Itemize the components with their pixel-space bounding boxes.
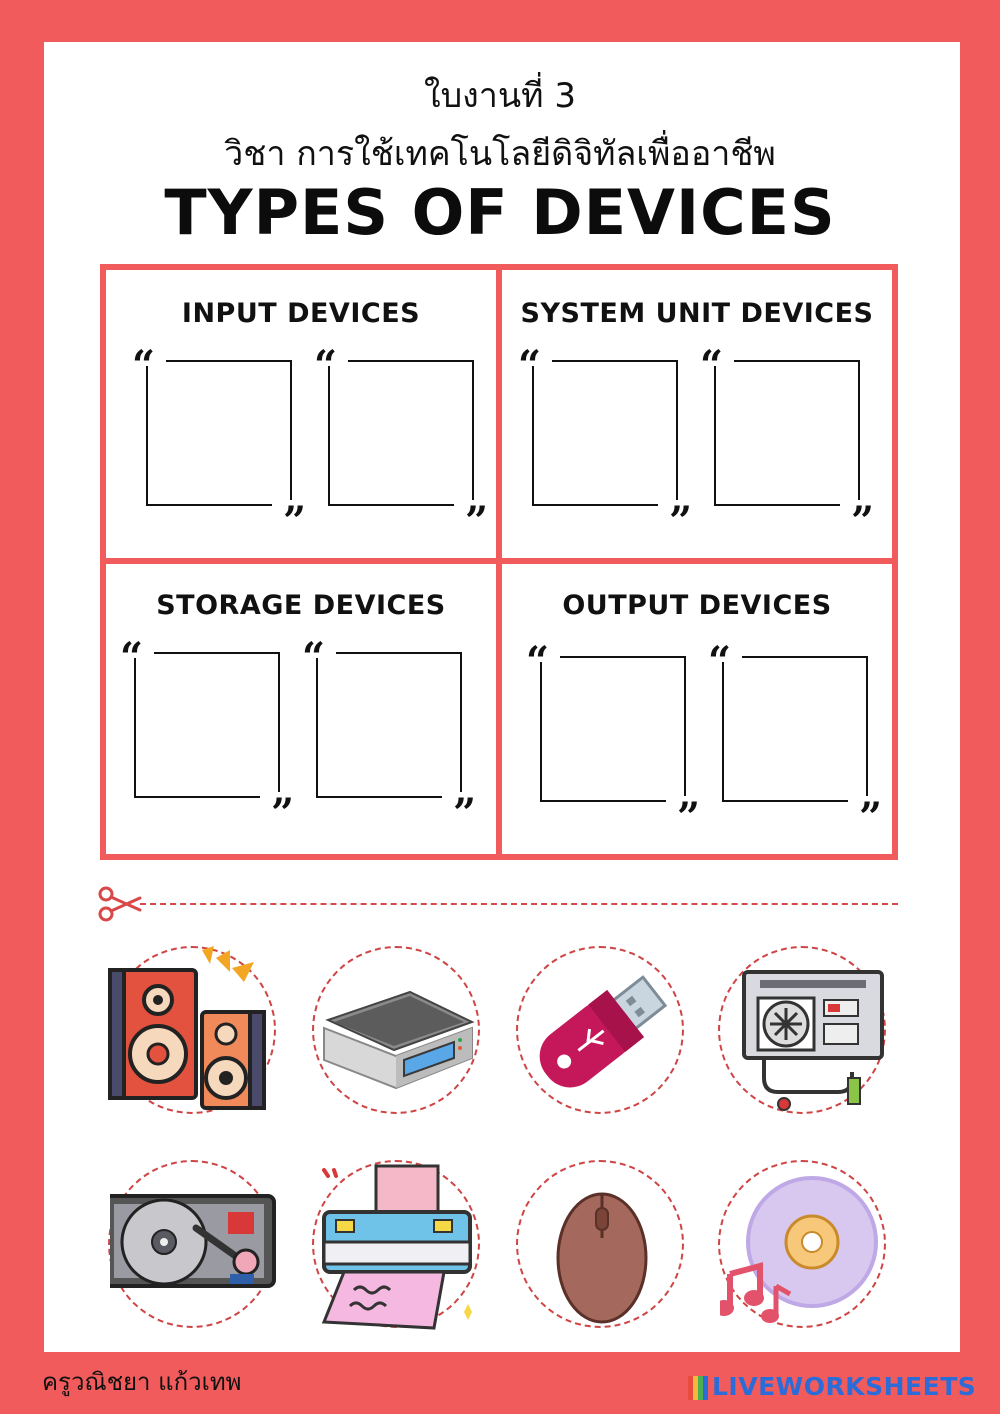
open-quote-icon: “	[708, 638, 732, 685]
drop-zone[interactable]	[518, 342, 692, 545]
close-quote-icon: ”	[464, 498, 488, 545]
close-quote-icon: ”	[676, 794, 700, 841]
close-quote-icon: ”	[452, 790, 476, 837]
close-quote-icon: ”	[282, 498, 306, 545]
section-title: OUTPUT DEVICES	[562, 590, 832, 621]
device-card-scanner[interactable]	[312, 946, 480, 1114]
open-quote-icon: “	[120, 634, 144, 681]
drop-zone[interactable]	[526, 638, 700, 841]
subject-title: วิชา การใช้เทคโนโลยีดิจิทัลเพื่ออาชีพ	[224, 134, 776, 174]
section-title: STORAGE DEVICES	[156, 590, 446, 621]
close-quote-icon: ”	[858, 794, 882, 841]
hard-disk-icon	[110, 1162, 278, 1330]
drop-zone[interactable]	[314, 342, 488, 545]
power-supply-icon	[720, 948, 888, 1116]
device-card-hard-disk[interactable]	[108, 1160, 276, 1328]
section-title: SYSTEM UNIT DEVICES	[520, 298, 874, 329]
speakers-icon	[104, 942, 280, 1118]
page-title: TYPES OF DEVICES	[164, 176, 836, 249]
cut-line	[140, 903, 898, 905]
device-card-mouse[interactable]	[516, 1160, 684, 1328]
worksheet-number: ใบงานที่ 3	[424, 76, 576, 116]
output-devices-section	[502, 564, 892, 854]
device-card-printer[interactable]	[312, 1160, 480, 1328]
printer-icon	[314, 1162, 482, 1330]
drop-zone[interactable]	[700, 342, 874, 545]
drop-zone[interactable]	[120, 634, 294, 837]
system-unit-devices-section	[502, 270, 892, 558]
drop-zone[interactable]	[708, 638, 882, 841]
usb-drive-icon	[518, 948, 686, 1116]
brand-name: LIVEWORKSHEETS	[712, 1372, 977, 1401]
close-quote-icon: ”	[668, 498, 692, 545]
open-quote-icon: “	[700, 342, 724, 389]
device-card-usb[interactable]	[516, 946, 684, 1114]
open-quote-icon: “	[314, 342, 338, 389]
drop-zone[interactable]	[132, 342, 306, 545]
close-quote-icon: ”	[270, 790, 294, 837]
device-card-speakers[interactable]	[108, 946, 276, 1114]
open-quote-icon: “	[302, 634, 326, 681]
liveworksheets-logo[interactable]	[688, 1372, 988, 1406]
author-name: ครูวณิชยา แก้วเทพ	[42, 1368, 242, 1396]
input-devices-section	[106, 270, 496, 558]
open-quote-icon: “	[518, 342, 542, 389]
scissors-icon	[96, 884, 144, 924]
mouse-icon	[518, 1162, 686, 1330]
device-card-power-supply[interactable]	[718, 946, 886, 1114]
open-quote-icon: “	[526, 638, 550, 685]
drop-zone[interactable]	[302, 634, 476, 837]
open-quote-icon: “	[132, 342, 156, 389]
device-card-cd-music[interactable]	[718, 1160, 886, 1328]
device-category-grid	[100, 264, 898, 860]
cd-music-icon	[720, 1162, 888, 1330]
close-quote-icon: ”	[850, 498, 874, 545]
storage-devices-section	[106, 564, 496, 854]
scanner-icon	[314, 948, 482, 1116]
liveworksheets-logo-mark	[688, 1376, 710, 1400]
section-title: INPUT DEVICES	[181, 298, 421, 329]
